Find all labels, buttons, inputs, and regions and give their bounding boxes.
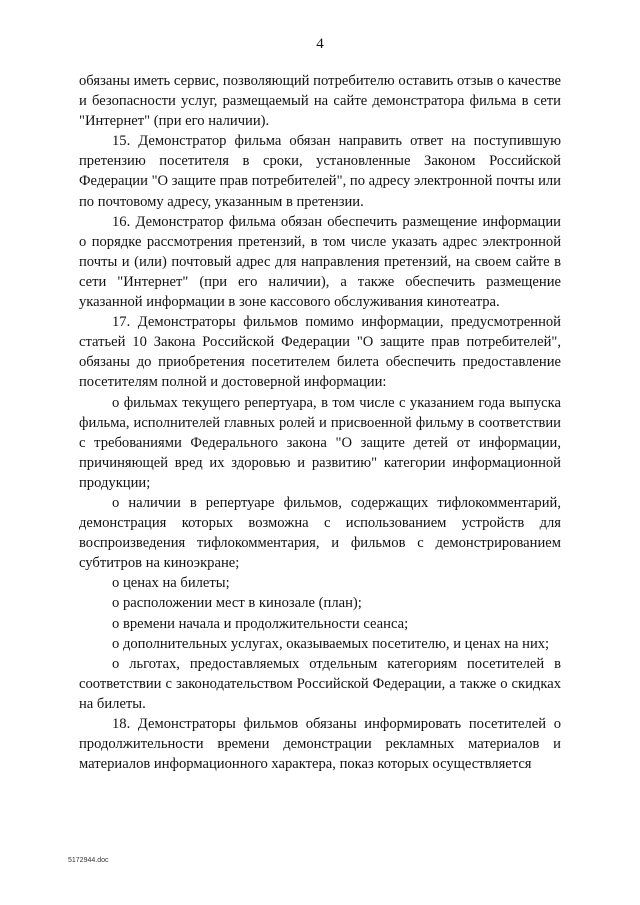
paragraph: 17. Демонстраторы фильмов помимо информации, предусмотренной статьей 10 Закона Российской Федерации "О защите прав потребителей", обязаны до приобретения посетителем билета обеспечить предоставление посетителям полной и достоверной информации: — [79, 314, 561, 391]
paragraph: о наличии в репертуаре фильмов, содержащих тифлокомментарий, демонстрация которых возможна с использованием устройств для воспроизведения тифлокомментария, и фильмов с демонстрированием субтитров на киноэкране; — [79, 494, 561, 572]
paragraph: 18. Демонстраторы фильмов обязаны информировать посетителей о продолжительности времени демонстрации рекламных материалов и материалов информационного характера, показ которых осуществляется — [79, 716, 561, 773]
paragraph: о расположении мест в кинозале (план); — [112, 595, 362, 612]
paragraph: 15. Демонстратор фильма обязан направить ответ на поступившую претензию посетителя в сроки, установленные Законом Российской Федерации "О защите прав потребителей", по адресу электронной почты или по почтовому адресу, указанным в претензии. — [79, 133, 561, 210]
paragraph: о времени начала и продолжительности сеанса; — [112, 615, 409, 632]
paragraph: 16. Демонстратор фильма обязан обеспечить размещение информации о порядке рассмотрения претензий, в том числе указать адрес электронной почты и (или) почтовый адрес для направления претензий, на своем сайте в сети "Интернет" (при его наличии), а также обеспечить размещение указанной информации в зоне кассового обслуживания кинотеатра. — [79, 213, 561, 311]
paragraph: о фильмах текущего репертуара, в том числе с указанием года выпуска фильма, исполнителей главных ролей и присвоенной фильму в соответствии с требованиями Федерального закона "О защите детей от информации, причиняющей вред их здоровью и развитию" категории информационной продукции; — [79, 394, 561, 491]
footer-filename: 5172944.doc — [68, 857, 109, 864]
paragraph: обязаны иметь сервис, позволяющий потребителю оставить отзыв о качестве и безопасности услуг, размещаемый на сайте демонстратора фильма в сети "Интернет" (при его наличии). — [79, 73, 561, 130]
paragraph: о ценах на билеты; — [112, 575, 230, 592]
paragraph: о льготах, предоставляемых отдельным категориям посетителей в соответствии с законодательством Российской Федерации, а также о скидках на билеты. — [79, 655, 561, 712]
document-body — [79, 71, 561, 774]
page-number: 4 — [316, 36, 324, 52]
paragraph: о дополнительных услугах, оказываемых посетителю, и ценах на них; — [112, 635, 550, 652]
